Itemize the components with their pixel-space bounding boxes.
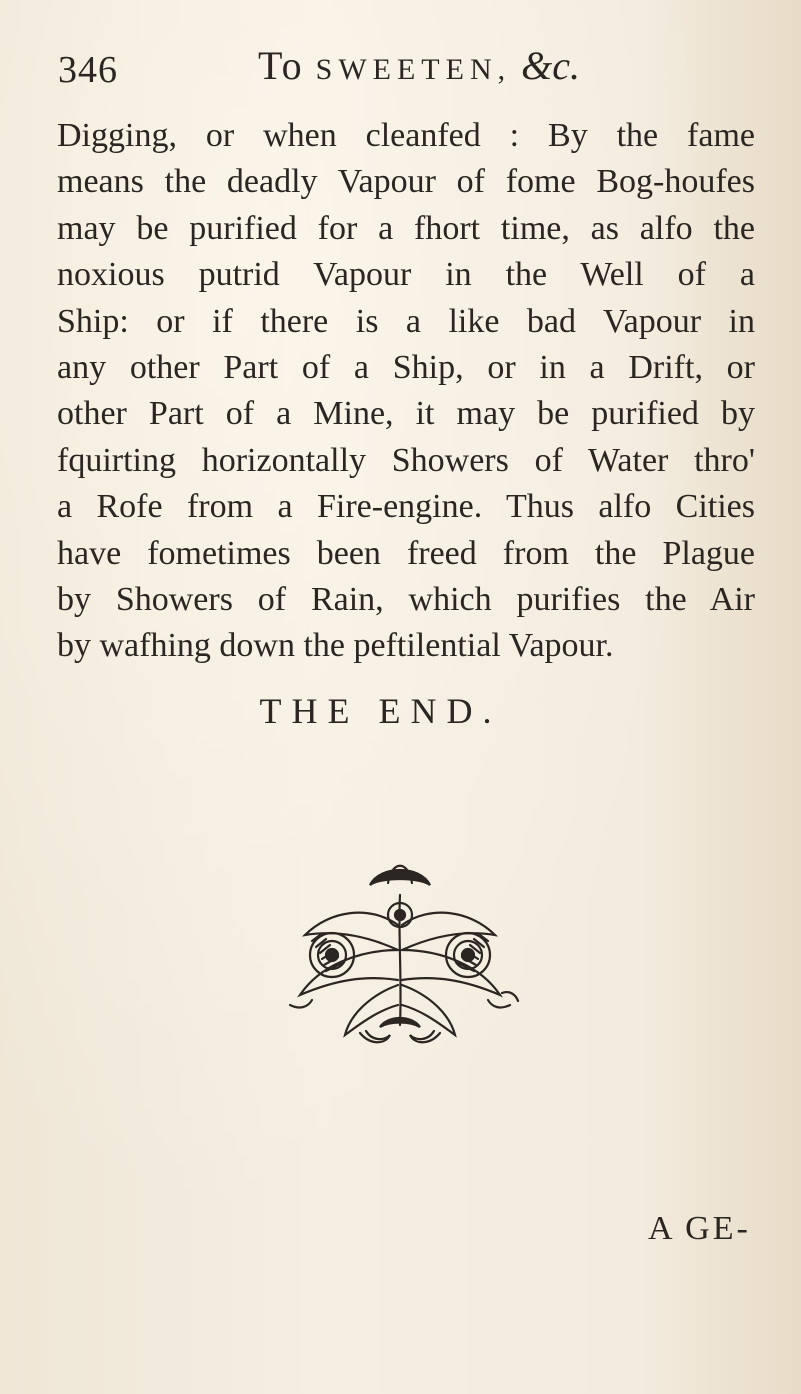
text-line: any other Part of a Ship, or in a Drift, or (57, 349, 755, 387)
the-end-mark: THE END. (259, 691, 502, 731)
text-line: by Showers of Rain, which purifies the Air (57, 581, 755, 619)
body-paragraph (57, 113, 755, 670)
running-title (258, 42, 580, 89)
text-line: Ship: or if there is a like bad Vapour in (57, 302, 755, 340)
text-line: by wafhing down the peftilential Vapour. (57, 627, 614, 665)
text-line: a Rofe from a Fire-engine. Thus alfo Cities (57, 488, 755, 526)
text-line: other Part of a Mine, it may be purified by (57, 395, 755, 433)
running-title-caps: SWEETEN, (315, 53, 512, 86)
text-line: means the deadly Vapour of fome Bog-houfes (57, 163, 755, 201)
text-line: fquirting horizontally Showers of Water thro' (57, 441, 755, 479)
text-line: noxious putrid Vapour in the Well of a (57, 256, 755, 294)
running-title-etc: &c. (521, 43, 580, 88)
text-line: Digging, or when cleanfed : By the fame (57, 117, 755, 154)
text-line: have fometimes been freed from the Plague (57, 534, 755, 572)
text-line: may be purified for a fhort time, as alfo the (57, 209, 755, 247)
page-number: 346 (58, 49, 118, 91)
catchword: A GE- (648, 1210, 751, 1247)
running-head (58, 42, 758, 98)
floral-tailpiece-icon (260, 855, 540, 1055)
running-title-to: To (258, 43, 304, 88)
